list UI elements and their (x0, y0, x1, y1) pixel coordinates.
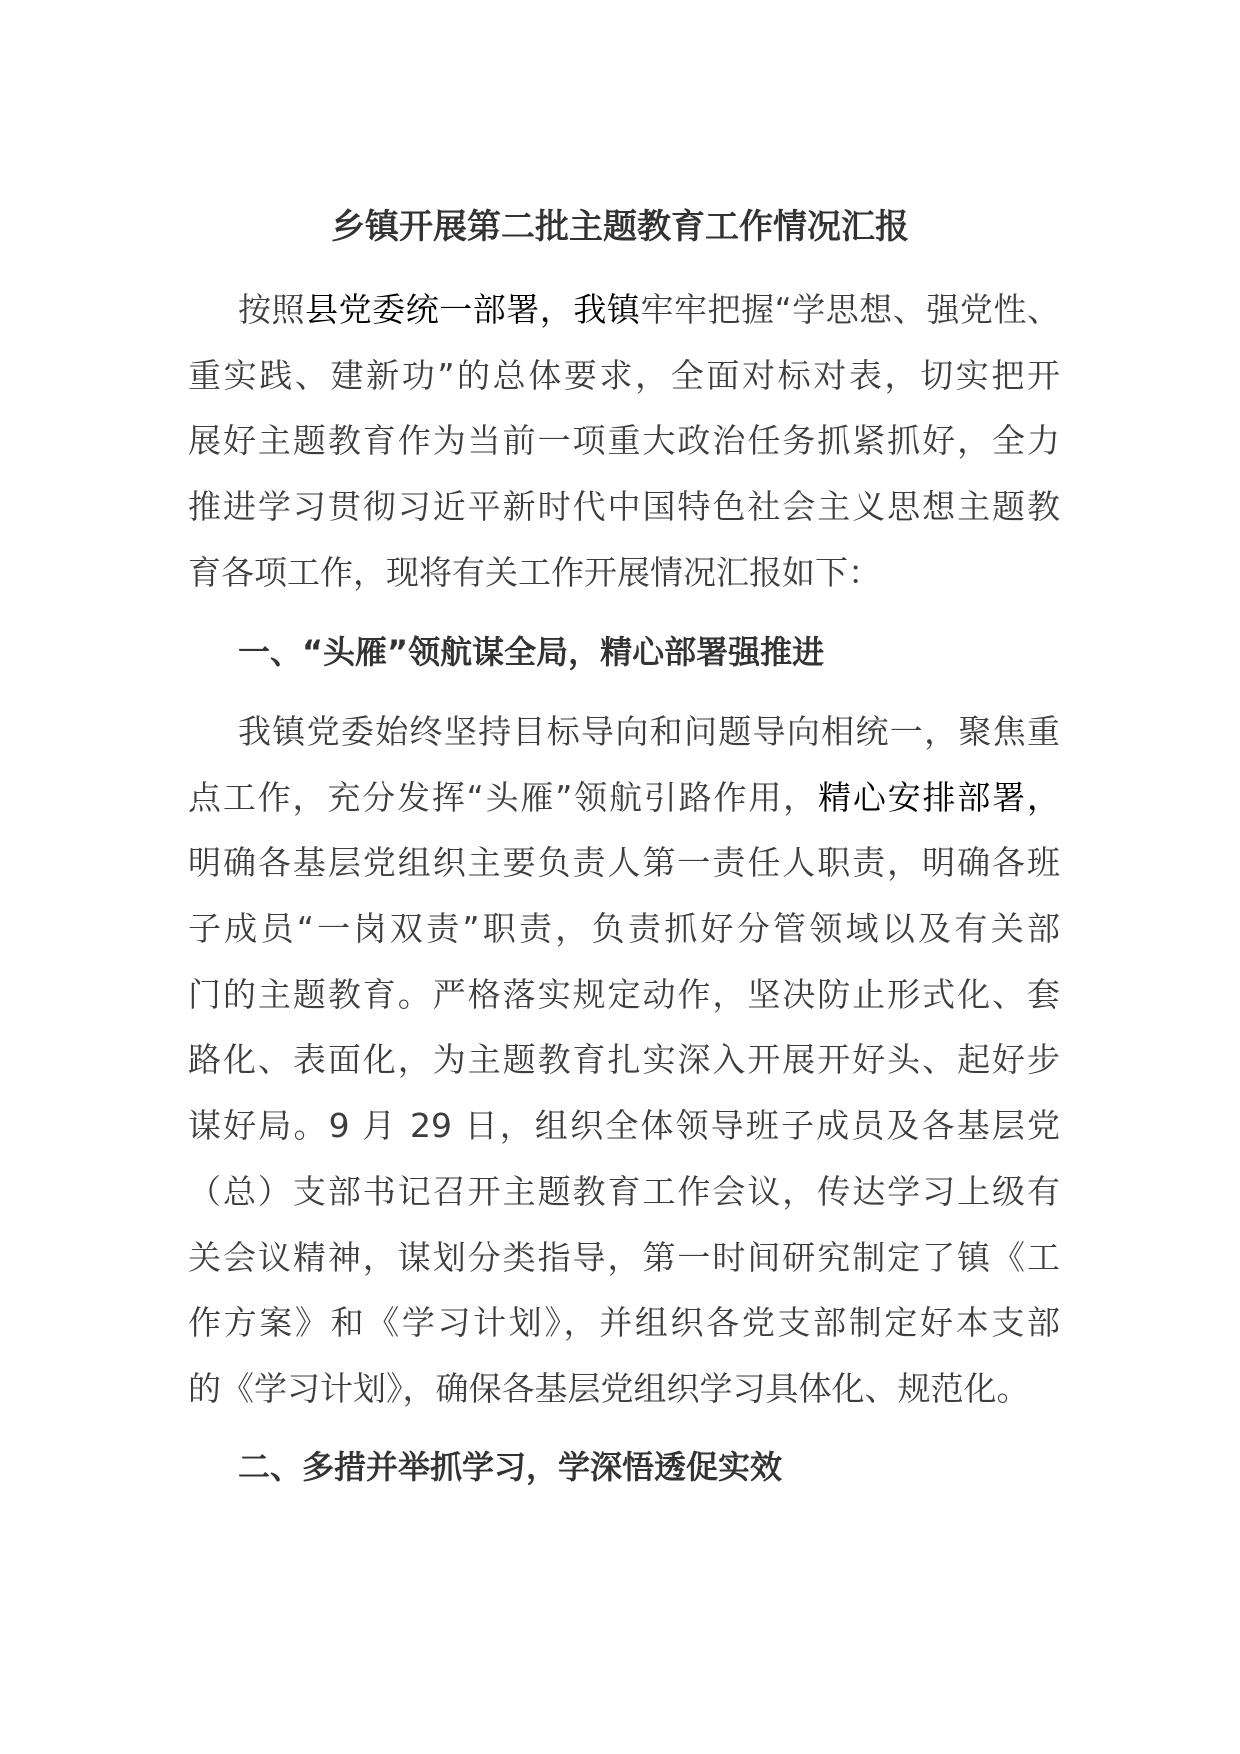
text-segment: 的《学习计划》，确保各基层党组织学习具体化、规范化。 (188, 1368, 1030, 1408)
text-segment: 点工作，充分发挥“头雁”领航引路作用， (188, 777, 818, 817)
section-heading-2: 二、多措并举抓学习，学深悟透促实效 (238, 1448, 783, 1486)
paragraph-section-1 (188, 699, 1060, 1422)
text-segment: 谋好局。9 月 29 日，组织全体领导班子成员及各基层党 (188, 1106, 1060, 1146)
text-line (188, 1225, 1060, 1291)
text-segment: 路化、表面化，为主题教育扎实深入开展开好头、起好步 (188, 1040, 1060, 1080)
emphasized-text: 精心安排部署， (818, 777, 1060, 817)
text-line (188, 1290, 1060, 1356)
text-line (188, 343, 1060, 409)
text-segment: 子成员“一岗双责”职责，负责抓好分管领域以及有关部 (188, 909, 1060, 949)
text-line (188, 765, 1060, 831)
text-segment: 推进学习贯彻习近平新时代中国特色社会主义思想主题教 (188, 487, 1060, 527)
text-line (188, 540, 1060, 606)
text-segment: 关会议精神，谋划分类指导，第一时间研究制定了镇《工 (188, 1237, 1060, 1277)
section-heading-1: 一、“头雁”领航谋全局，精心部署强推进 (238, 633, 825, 671)
text-segment: 展好主题教育作为当前一项重大政治任务抓紧抓好，全力 (188, 421, 1060, 461)
text-segment: 明确各基层党组织主要负责人第一责任人职责，明确各班 (188, 843, 1060, 883)
text-line (188, 277, 1060, 343)
text-line (188, 830, 1060, 896)
text-segment: （总）支部书记召开主题教育工作会议，传达学习上级有 (188, 1171, 1060, 1211)
text-line (188, 408, 1060, 474)
document-title: 乡镇开展第二批主题教育工作情况汇报 (331, 207, 909, 247)
paragraph-intro (188, 277, 1060, 605)
emphasized-text: 县党委统一部署，我镇 (305, 290, 641, 329)
text-line (188, 1027, 1060, 1093)
text-line (188, 1093, 1060, 1159)
text-line (188, 1356, 1060, 1422)
text-segment: 我镇党委始终坚持目标导向和问题导向相统一，聚焦重 (238, 712, 1060, 751)
text-line (188, 699, 1060, 765)
text-line (188, 1159, 1060, 1225)
text-segment: 按照 (238, 290, 306, 329)
text-line (188, 962, 1060, 1028)
text-segment: 门的主题教育。严格落实规定动作，坚决防止形式化、套 (188, 974, 1060, 1014)
text-line (188, 474, 1060, 540)
text-segment: 牢牢把握“学思想、强党性、 (640, 290, 1060, 329)
text-segment: 重实践、建新功”的总体要求，全面对标对表，切实把开 (188, 355, 1060, 395)
text-line (188, 896, 1060, 962)
text-segment: 作方案》和《学习计划》，并组织各党支部制定好本支部 (188, 1303, 1060, 1343)
text-segment: 育各项工作，现将有关工作开展情况汇报如下： (188, 552, 881, 592)
